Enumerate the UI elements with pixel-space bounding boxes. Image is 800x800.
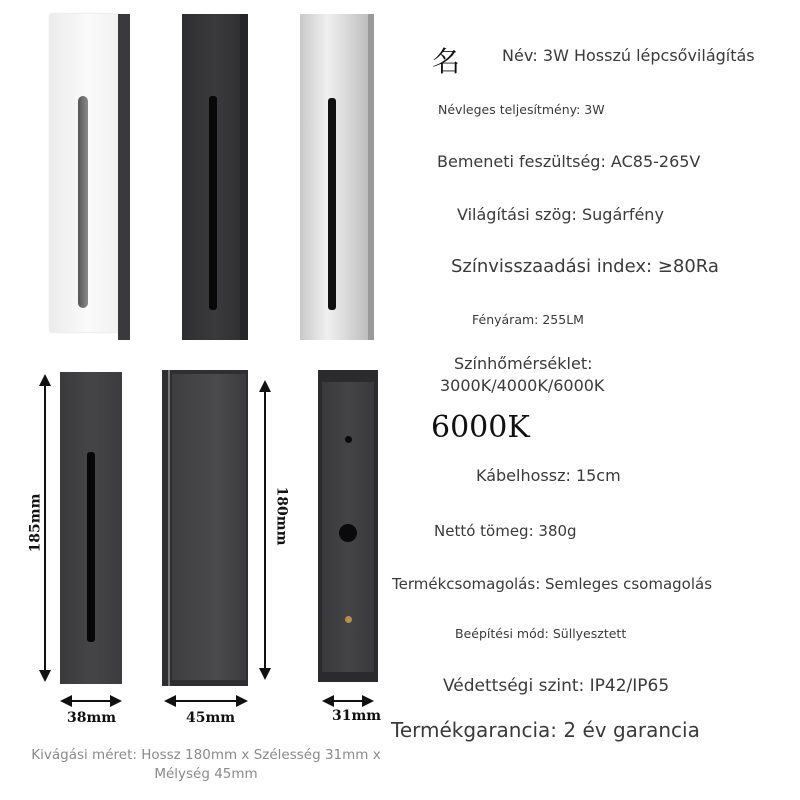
height-front-label: 185mm: [27, 493, 44, 553]
back-view-box: [318, 370, 378, 682]
product-side: [118, 14, 130, 340]
width-front-label: 38mm: [67, 710, 117, 726]
spec-color-temp-values: 3000K/4000K/6000K: [440, 376, 605, 395]
product-silver-variant: [300, 14, 374, 340]
selected-color-temp: 6000K: [431, 410, 530, 445]
side-view-box: [162, 370, 248, 686]
spec-name: Név: 3W Hosszú lépcsővilágítás: [502, 46, 755, 65]
height-arrow-side: [264, 382, 266, 678]
light-slot: [209, 96, 217, 310]
height-arrow-front: [44, 376, 46, 680]
spec-beam-angle: Világítási szög: Sugárfény: [457, 205, 664, 224]
spec-packaging: Termékcsomagolás: Semleges csomagolás: [392, 575, 713, 593]
flange-line: [168, 370, 170, 686]
product-white-variant: [50, 14, 130, 340]
width-side-label: 45mm: [186, 710, 236, 726]
screw-hole-small: [345, 436, 352, 443]
spec-warranty: Termékgarancia: 2 év garancia: [391, 718, 700, 742]
side-panel: [172, 374, 246, 680]
light-slot: [78, 96, 88, 308]
product-side: [240, 14, 248, 340]
product-black-variant: [182, 14, 248, 340]
spec-protection: Védettségi szint: IP42/IP65: [443, 676, 670, 696]
spec-net-weight: Nettó tömeg: 380g: [434, 522, 577, 540]
name-glyph: 名: [432, 45, 461, 78]
cutout-line-1: Kivágási méret: Hossz 180mm x Szélesség 31mm x: [31, 747, 381, 763]
cable-hole: [339, 524, 357, 542]
spec-cable-length: Kábelhossz: 15cm: [476, 466, 621, 485]
width-arrow-front: [62, 700, 120, 702]
cutout-line-2: Mélység 45mm: [154, 766, 258, 782]
spec-rated-power: Névleges teljesítmény: 3W: [438, 102, 605, 117]
spec-installation: Beépítési mód: Süllyesztett: [455, 626, 627, 641]
screw-brass: [345, 616, 352, 623]
spec-luminous-flux: Fényáram: 255LM: [472, 312, 584, 327]
product-side: [368, 14, 374, 340]
front-view-box: [60, 372, 122, 684]
width-arrow-back: [324, 700, 372, 702]
spec-cri: Színvisszaadási index: ≥80Ra: [451, 256, 719, 277]
height-side-label: 180mm: [273, 486, 290, 546]
cutout-size-caption: [0, 746, 412, 784]
light-slot: [87, 452, 95, 642]
width-arrow-side: [166, 700, 246, 702]
spec-input-voltage: Bemeneti feszültség: AC85-265V: [437, 152, 701, 171]
width-back-label: 31mm: [332, 708, 382, 724]
light-slot: [328, 98, 336, 310]
spec-color-temp-label: Színhőmérséklet:: [454, 354, 593, 373]
